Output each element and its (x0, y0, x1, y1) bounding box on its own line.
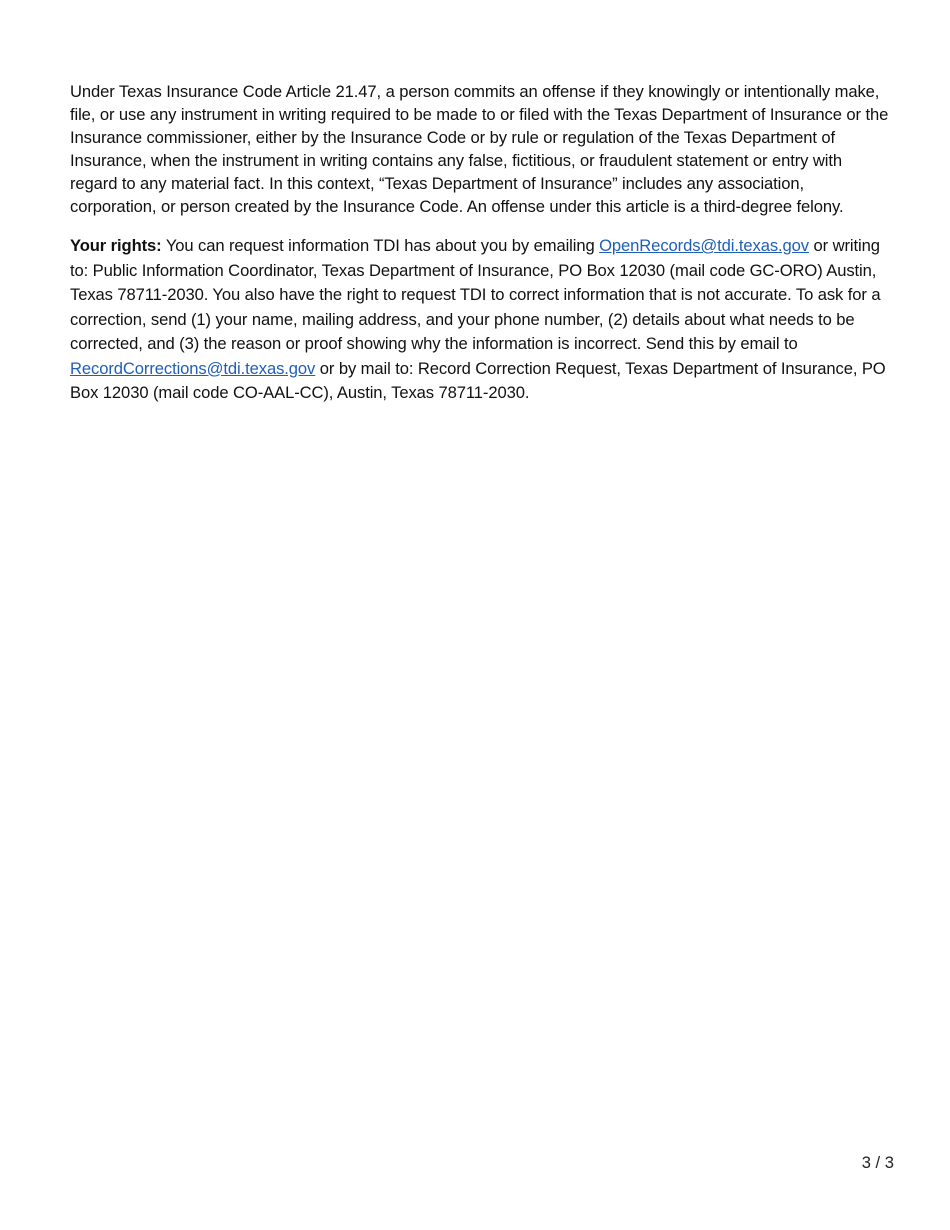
offense-paragraph: Under Texas Insurance Code Article 21.47, a person commits an offense if they knowingly or intentionally make, file, or use any instrument in writing required to be made to or filed with the Texas Department of Insurance or the Insurance commissioner, either by the Insurance Code or by rule or regulation of the Texas Department of Insurance, when the instrument in writing contains any false, fictitious, or fraudulent statement or entry with regard to any material fact. In this context, “Texas Department of Insurance” includes any association, corporation, or person created by the Insurance Code. An offense under this article is a third-degree felony. (70, 82, 889, 216)
rights-text-2: or writing to: Public Information Coordinator, Texas Department of Insurance, PO Box 12030 (mail code GC-ORO) Austin, Texas 78711-2030. You also have the right to request TDI to correct information that is not accurate. To ask for a correction, send (1) your name, mailing address, and your phone number, (2) details about what needs to be corrected, and (3) the reason or proof showing why the information is incorrect. Send this by email to (70, 236, 881, 353)
open-records-email-link[interactable]: OpenRecords@tdi.texas.gov (599, 236, 809, 255)
rights-paragraph (70, 234, 890, 406)
rights-text-3: or by mail to: Record Correction Request, Texas Department of Insurance, PO Box 12030 (mail code CO-AAL-CC), Austin, Texas 78711-2030. (70, 358, 886, 402)
rights-text-1: You can request information TDI has about you by emailing (161, 236, 600, 255)
document-body (70, 80, 890, 406)
page-number: 3 / 3 (861, 1153, 894, 1172)
rights-heading: Your rights: (70, 236, 162, 255)
record-corrections-email-link[interactable]: RecordCorrections@tdi.texas.gov (70, 358, 316, 378)
